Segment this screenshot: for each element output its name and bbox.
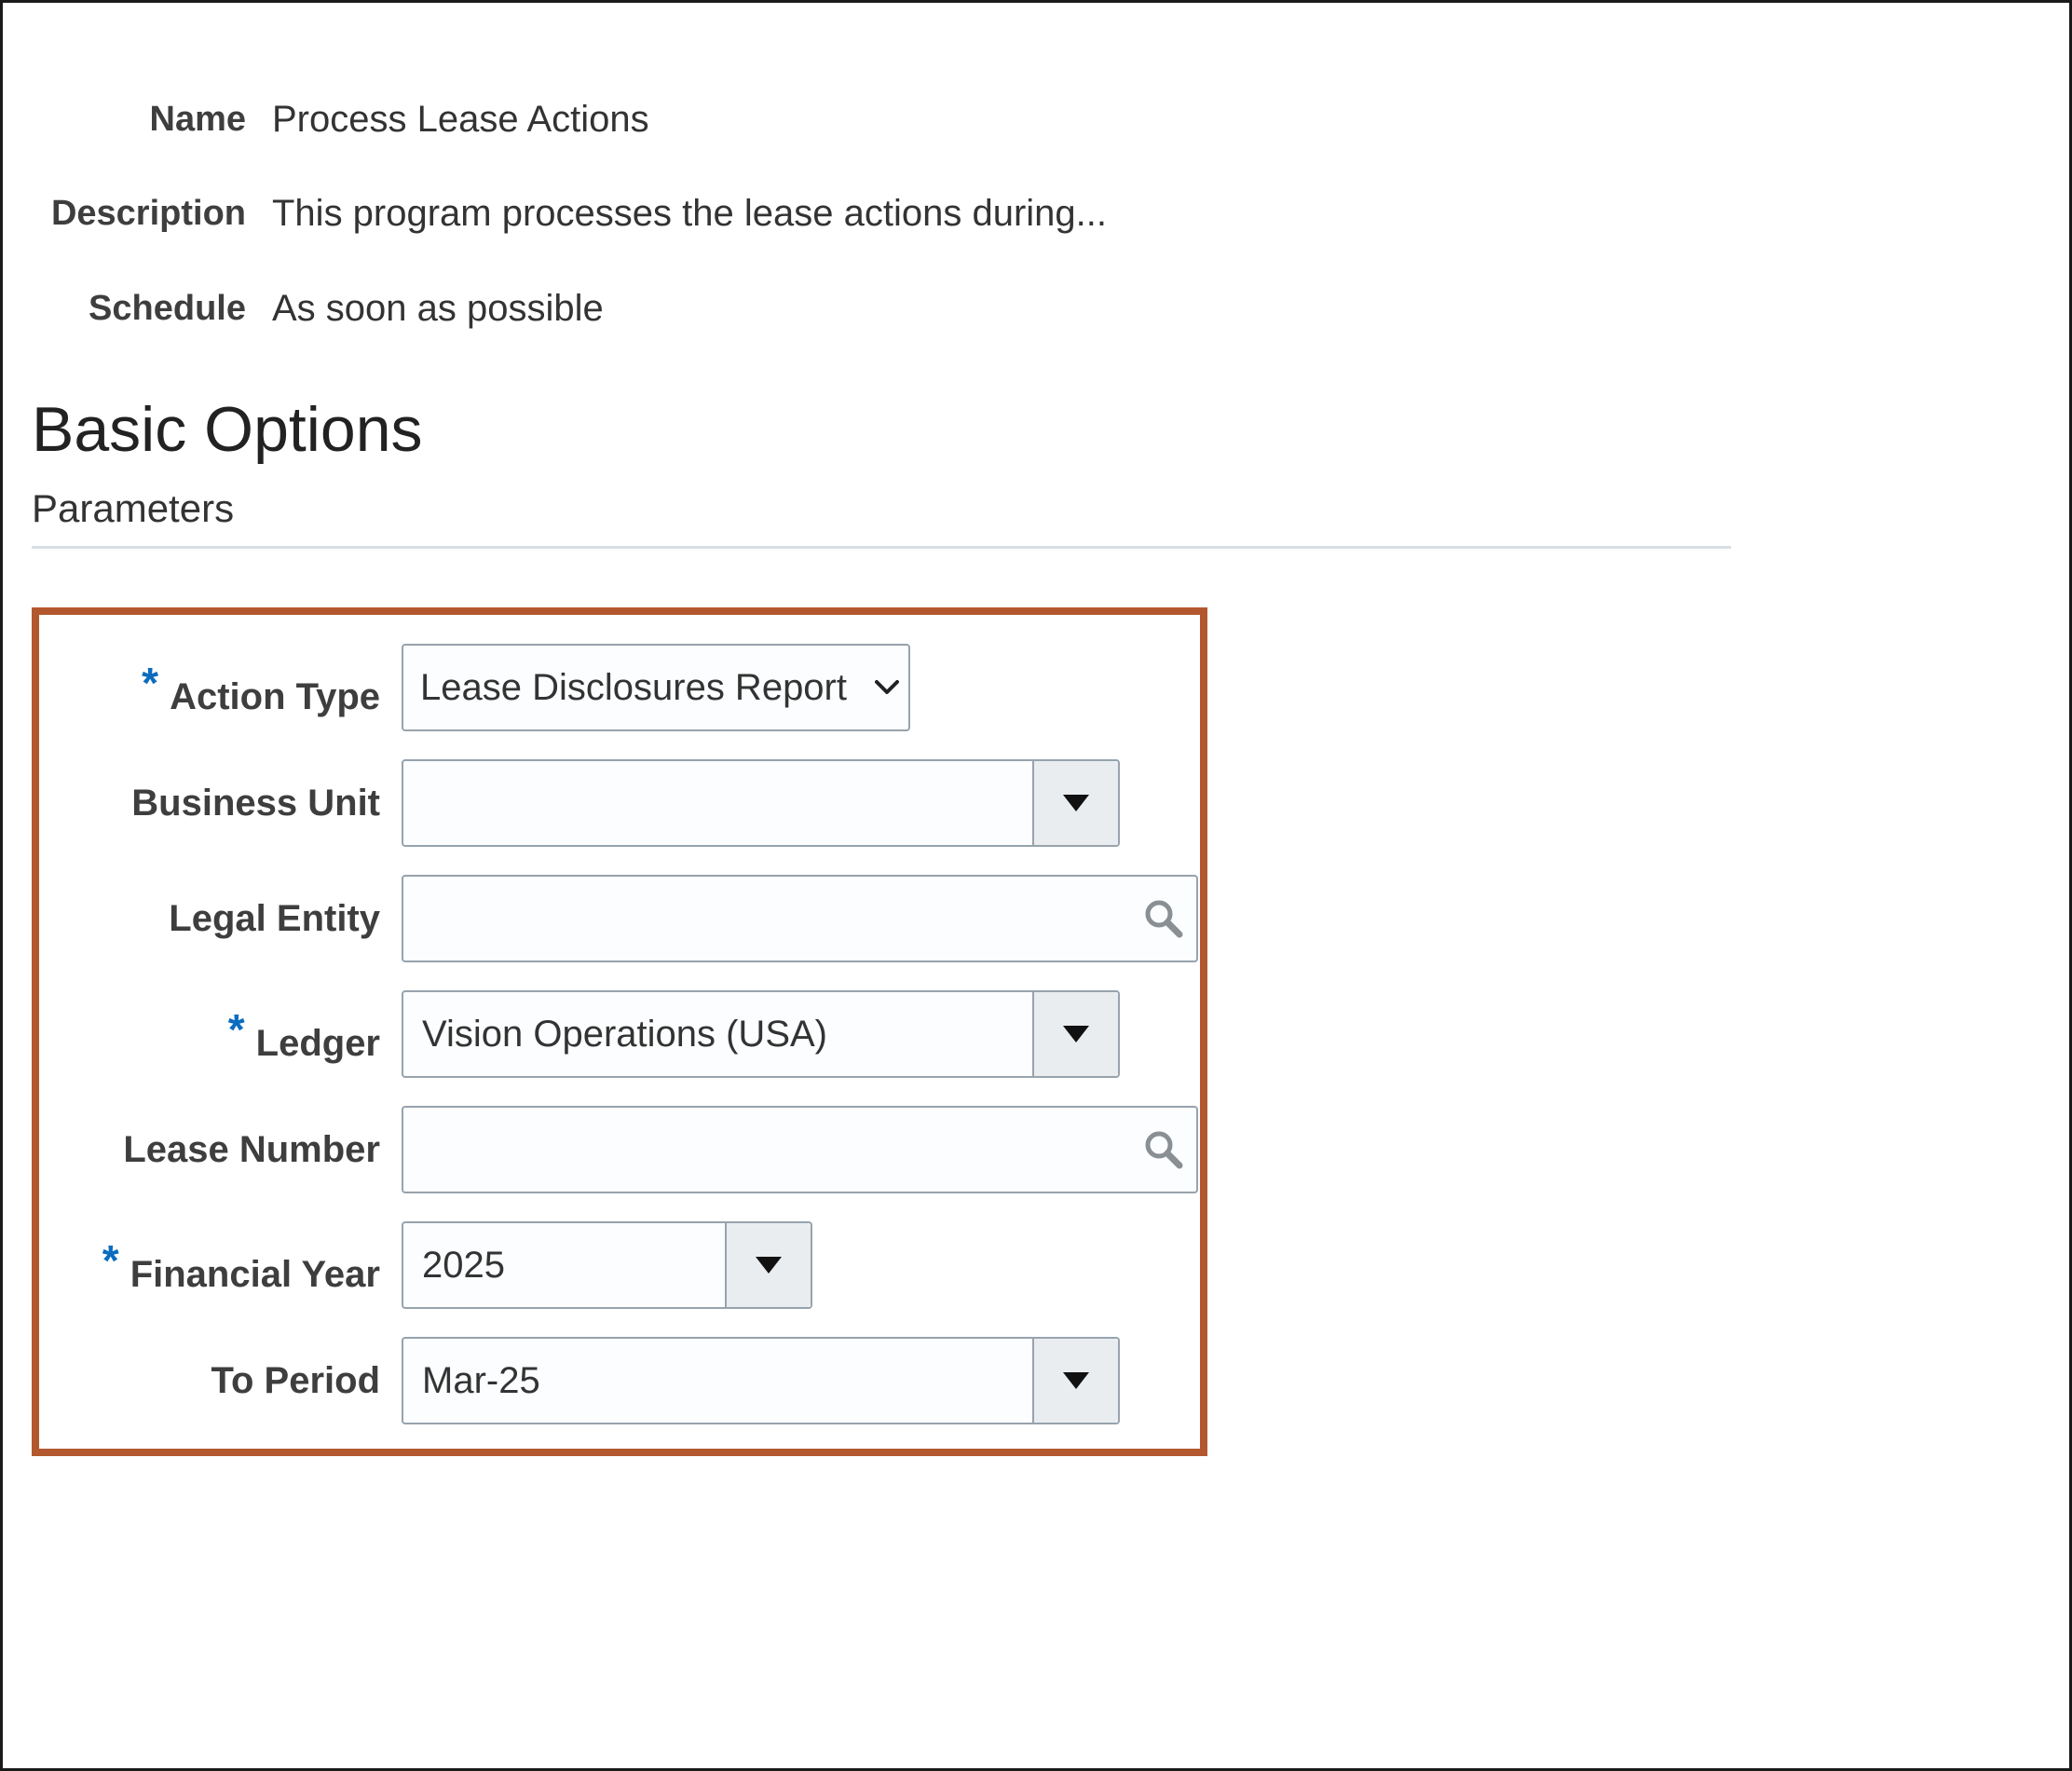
chevron-down-icon	[866, 679, 908, 696]
summary-description-row	[0, 185, 1107, 241]
to-period-dropdown-button[interactable]	[1032, 1339, 1118, 1423]
financial-year-combobox[interactable]	[402, 1221, 812, 1309]
param-row-action-type	[39, 644, 380, 731]
section-title: Basic Options	[32, 394, 423, 465]
ledger-dropdown-button[interactable]	[1032, 992, 1118, 1076]
parameters-highlight-box	[32, 607, 1207, 1456]
schedule-label: Schedule	[89, 288, 246, 328]
legal-entity-label: Legal Entity	[169, 897, 380, 939]
triangle-down-icon	[755, 1256, 783, 1274]
action-type-select[interactable]	[402, 644, 910, 731]
search-icon[interactable]	[1131, 1108, 1196, 1192]
to-period-label: To Period	[211, 1359, 380, 1401]
ledger-input[interactable]: Vision Operations (USA)	[422, 1013, 827, 1055]
param-row-legal-entity	[39, 875, 380, 962]
search-icon[interactable]	[1131, 877, 1196, 960]
ledger-label: * Ledger	[227, 1004, 380, 1064]
description-label: Description	[50, 193, 246, 233]
legal-entity-field[interactable]	[402, 875, 1198, 962]
param-row-ledger	[39, 990, 380, 1078]
business-unit-dropdown-button[interactable]	[1032, 761, 1118, 845]
business-unit-label: Business Unit	[131, 782, 380, 824]
description-value: This program processes the lease actions during...	[272, 192, 1107, 234]
required-star: *	[102, 1235, 119, 1285]
name-label: Name	[149, 99, 246, 139]
lease-number-field[interactable]	[402, 1106, 1198, 1193]
param-row-business-unit	[39, 759, 380, 847]
triangle-down-icon	[1062, 794, 1090, 812]
param-row-lease-number	[39, 1106, 380, 1193]
action-type-value: Lease Disclosures Report	[420, 666, 847, 708]
param-row-financial-year	[39, 1221, 380, 1309]
section-divider	[32, 546, 1731, 549]
action-type-label: * Action Type	[142, 658, 380, 717]
to-period-input[interactable]: Mar-25	[422, 1359, 540, 1401]
to-period-combobox[interactable]	[402, 1337, 1120, 1424]
required-star: *	[142, 658, 159, 707]
ledger-combobox[interactable]	[402, 990, 1120, 1078]
param-row-to-period	[39, 1337, 380, 1424]
schedule-value: As soon as possible	[272, 287, 604, 329]
summary-name-row	[0, 91, 649, 147]
financial-year-dropdown-button[interactable]	[725, 1223, 811, 1307]
summary-schedule-row	[0, 280, 604, 336]
triangle-down-icon	[1062, 1371, 1090, 1390]
triangle-down-icon	[1062, 1025, 1090, 1043]
parameters-subtitle: Parameters	[32, 486, 235, 530]
required-star: *	[227, 1004, 245, 1054]
lease-number-label: Lease Number	[123, 1128, 380, 1170]
financial-year-input[interactable]: 2025	[422, 1244, 505, 1286]
business-unit-combobox[interactable]	[402, 759, 1120, 847]
name-value: Process Lease Actions	[272, 98, 649, 140]
financial-year-label: * Financial Year	[102, 1235, 380, 1295]
